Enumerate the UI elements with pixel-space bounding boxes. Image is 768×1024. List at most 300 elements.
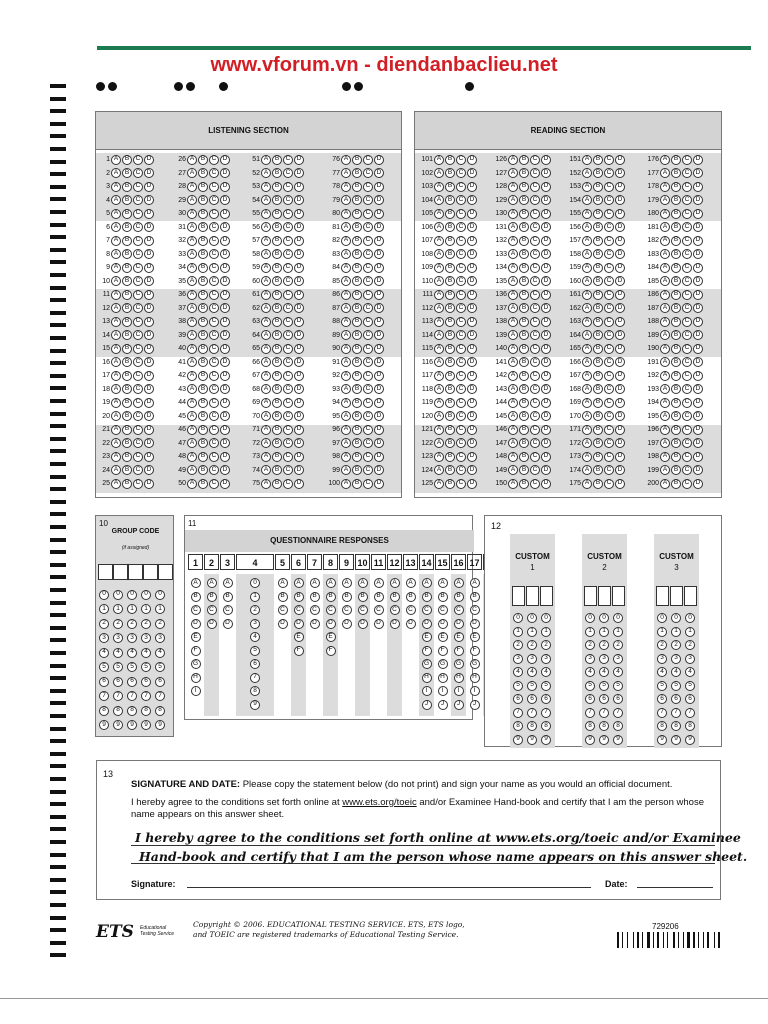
answer-bubble[interactable]: B: [352, 263, 362, 273]
answer-bubble[interactable]: A: [187, 222, 197, 232]
answer-bubble[interactable]: B: [519, 357, 529, 367]
custom-bubble[interactable]: 2: [685, 640, 695, 650]
answer-bubble[interactable]: C: [209, 303, 219, 313]
questionnaire-bubble[interactable]: I: [438, 686, 448, 696]
answer-bubble[interactable]: A: [582, 384, 592, 394]
answer-bubble[interactable]: D: [467, 465, 477, 475]
answer-bubble[interactable]: C: [283, 411, 293, 421]
answer-bubble[interactable]: A: [111, 182, 121, 192]
questionnaire-bubble[interactable]: D: [422, 619, 432, 629]
questionnaire-bubble[interactable]: F: [191, 646, 201, 656]
answer-bubble[interactable]: C: [363, 276, 373, 286]
answer-bubble[interactable]: B: [671, 263, 681, 273]
answer-bubble[interactable]: C: [363, 263, 373, 273]
answer-bubble[interactable]: C: [456, 290, 466, 300]
custom-bubble[interactable]: 1: [541, 627, 551, 637]
answer-bubble[interactable]: B: [352, 452, 362, 462]
questionnaire-bubble[interactable]: E: [191, 632, 201, 642]
answer-bubble[interactable]: B: [198, 209, 208, 219]
answer-bubble[interactable]: B: [671, 438, 681, 448]
answer-bubble[interactable]: C: [363, 438, 373, 448]
answer-bubble[interactable]: A: [111, 438, 121, 448]
answer-bubble[interactable]: D: [220, 236, 230, 246]
answer-bubble[interactable]: A: [582, 330, 592, 340]
questionnaire-bubble[interactable]: 8: [250, 686, 260, 696]
group-code-bubble[interactable]: 4: [127, 648, 137, 658]
answer-bubble[interactable]: B: [671, 317, 681, 327]
custom-bubble[interactable]: 4: [599, 667, 609, 677]
answer-bubble[interactable]: D: [693, 425, 703, 435]
answer-bubble[interactable]: C: [363, 290, 373, 300]
answer-bubble[interactable]: D: [374, 438, 384, 448]
answer-bubble[interactable]: B: [593, 465, 603, 475]
answer-bubble[interactable]: B: [122, 479, 132, 489]
answer-bubble[interactable]: D: [294, 465, 304, 475]
answer-bubble[interactable]: C: [283, 357, 293, 367]
questionnaire-bubble[interactable]: B: [438, 592, 448, 602]
answer-bubble[interactable]: C: [209, 222, 219, 232]
custom-bubble[interactable]: 0: [671, 613, 681, 623]
answer-bubble[interactable]: D: [541, 398, 551, 408]
answer-bubble[interactable]: A: [434, 452, 444, 462]
answer-bubble[interactable]: A: [660, 398, 670, 408]
answer-bubble[interactable]: B: [593, 303, 603, 313]
answer-bubble[interactable]: B: [445, 411, 455, 421]
questionnaire-bubble[interactable]: C: [310, 605, 320, 615]
answer-bubble[interactable]: C: [682, 438, 692, 448]
answer-bubble[interactable]: C: [530, 384, 540, 394]
answer-bubble[interactable]: A: [660, 263, 670, 273]
questionnaire-bubble[interactable]: A: [422, 578, 432, 588]
answer-bubble[interactable]: C: [209, 290, 219, 300]
answer-bubble[interactable]: D: [220, 182, 230, 192]
answer-bubble[interactable]: A: [660, 303, 670, 313]
answer-bubble[interactable]: B: [671, 357, 681, 367]
answer-bubble[interactable]: A: [660, 155, 670, 165]
answer-bubble[interactable]: C: [283, 371, 293, 381]
answer-bubble[interactable]: B: [445, 398, 455, 408]
custom-box[interactable]: [670, 586, 683, 606]
answer-bubble[interactable]: C: [363, 371, 373, 381]
questionnaire-bubble[interactable]: B: [358, 592, 368, 602]
answer-bubble[interactable]: A: [582, 411, 592, 421]
answer-bubble[interactable]: C: [209, 182, 219, 192]
answer-bubble[interactable]: D: [541, 155, 551, 165]
custom-box[interactable]: [526, 586, 539, 606]
answer-bubble[interactable]: D: [615, 263, 625, 273]
answer-bubble[interactable]: A: [434, 411, 444, 421]
answer-bubble[interactable]: A: [582, 195, 592, 205]
answer-bubble[interactable]: A: [111, 249, 121, 259]
answer-bubble[interactable]: B: [122, 290, 132, 300]
answer-bubble[interactable]: A: [508, 438, 518, 448]
answer-bubble[interactable]: B: [671, 155, 681, 165]
answer-bubble[interactable]: D: [220, 290, 230, 300]
group-code-bubble[interactable]: 5: [155, 662, 165, 672]
questionnaire-bubble[interactable]: C: [326, 605, 336, 615]
answer-bubble[interactable]: A: [582, 222, 592, 232]
answer-bubble[interactable]: C: [133, 384, 143, 394]
group-code-bubble[interactable]: 6: [127, 677, 137, 687]
answer-bubble[interactable]: C: [456, 222, 466, 232]
custom-bubble[interactable]: 1: [527, 627, 537, 637]
group-code-bubble[interactable]: 5: [113, 662, 123, 672]
answer-bubble[interactable]: B: [671, 182, 681, 192]
answer-bubble[interactable]: C: [682, 222, 692, 232]
answer-bubble[interactable]: D: [144, 438, 154, 448]
answer-bubble[interactable]: B: [671, 236, 681, 246]
answer-bubble[interactable]: A: [111, 263, 121, 273]
answer-bubble[interactable]: A: [341, 438, 351, 448]
answer-bubble[interactable]: C: [283, 465, 293, 475]
answer-bubble[interactable]: A: [434, 357, 444, 367]
answer-bubble[interactable]: C: [283, 195, 293, 205]
answer-bubble[interactable]: A: [582, 438, 592, 448]
answer-bubble[interactable]: D: [467, 371, 477, 381]
answer-bubble[interactable]: A: [582, 317, 592, 327]
answer-bubble[interactable]: C: [363, 182, 373, 192]
answer-bubble[interactable]: B: [352, 276, 362, 286]
answer-bubble[interactable]: B: [122, 182, 132, 192]
questionnaire-bubble[interactable]: F: [470, 646, 480, 656]
answer-bubble[interactable]: C: [682, 195, 692, 205]
answer-bubble[interactable]: D: [467, 222, 477, 232]
answer-bubble[interactable]: D: [374, 344, 384, 354]
custom-bubble[interactable]: 5: [685, 681, 695, 691]
answer-bubble[interactable]: A: [111, 479, 121, 489]
answer-bubble[interactable]: A: [187, 411, 197, 421]
questionnaire-bubble[interactable]: A: [374, 578, 384, 588]
questionnaire-bubble[interactable]: A: [207, 578, 217, 588]
answer-bubble[interactable]: D: [693, 155, 703, 165]
answer-bubble[interactable]: C: [456, 344, 466, 354]
answer-bubble[interactable]: C: [209, 398, 219, 408]
answer-bubble[interactable]: B: [352, 438, 362, 448]
answer-bubble[interactable]: C: [209, 263, 219, 273]
answer-bubble[interactable]: A: [111, 276, 121, 286]
answer-bubble[interactable]: A: [341, 168, 351, 178]
answer-bubble[interactable]: C: [530, 452, 540, 462]
questionnaire-bubble[interactable]: J: [470, 700, 480, 710]
answer-bubble[interactable]: C: [363, 425, 373, 435]
custom-bubble[interactable]: 3: [685, 654, 695, 664]
answer-bubble[interactable]: C: [604, 479, 614, 489]
custom-bubble[interactable]: 1: [657, 627, 667, 637]
answer-bubble[interactable]: B: [593, 398, 603, 408]
answer-bubble[interactable]: D: [541, 411, 551, 421]
answer-bubble[interactable]: D: [220, 209, 230, 219]
answer-bubble[interactable]: B: [593, 425, 603, 435]
questionnaire-bubble[interactable]: H: [191, 673, 201, 683]
answer-bubble[interactable]: C: [456, 209, 466, 219]
answer-bubble[interactable]: D: [467, 479, 477, 489]
custom-bubble[interactable]: 5: [513, 681, 523, 691]
group-code-bubble[interactable]: 6: [113, 677, 123, 687]
answer-bubble[interactable]: A: [434, 330, 444, 340]
group-code-bubble[interactable]: 3: [127, 633, 137, 643]
answer-bubble[interactable]: B: [122, 168, 132, 178]
questionnaire-bubble[interactable]: J: [422, 700, 432, 710]
answer-bubble[interactable]: B: [519, 263, 529, 273]
answer-bubble[interactable]: B: [198, 303, 208, 313]
answer-bubble[interactable]: D: [220, 303, 230, 313]
answer-bubble[interactable]: C: [209, 452, 219, 462]
answer-bubble[interactable]: D: [541, 182, 551, 192]
custom-bubble[interactable]: 8: [513, 721, 523, 731]
answer-bubble[interactable]: D: [294, 452, 304, 462]
custom-bubble[interactable]: 2: [513, 640, 523, 650]
answer-bubble[interactable]: D: [374, 168, 384, 178]
answer-bubble[interactable]: D: [144, 452, 154, 462]
answer-bubble[interactable]: B: [122, 411, 132, 421]
questionnaire-bubble[interactable]: C: [454, 605, 464, 615]
answer-bubble[interactable]: B: [122, 155, 132, 165]
custom-bubble[interactable]: 6: [513, 694, 523, 704]
answer-bubble[interactable]: D: [374, 276, 384, 286]
answer-bubble[interactable]: D: [144, 168, 154, 178]
group-code-bubble[interactable]: 8: [99, 706, 109, 716]
answer-bubble[interactable]: B: [671, 195, 681, 205]
answer-bubble[interactable]: B: [122, 249, 132, 259]
answer-bubble[interactable]: A: [261, 317, 271, 327]
answer-bubble[interactable]: D: [294, 195, 304, 205]
custom-bubble[interactable]: 1: [599, 627, 609, 637]
answer-bubble[interactable]: A: [111, 330, 121, 340]
group-code-bubble[interactable]: 5: [127, 662, 137, 672]
answer-bubble[interactable]: B: [272, 222, 282, 232]
answer-bubble[interactable]: B: [272, 209, 282, 219]
answer-bubble[interactable]: B: [445, 371, 455, 381]
questionnaire-bubble[interactable]: C: [342, 605, 352, 615]
questionnaire-bubble[interactable]: I: [470, 686, 480, 696]
answer-bubble[interactable]: B: [671, 411, 681, 421]
answer-bubble[interactable]: C: [530, 209, 540, 219]
answer-bubble[interactable]: D: [374, 303, 384, 313]
group-code-bubble[interactable]: 7: [113, 691, 123, 701]
answer-bubble[interactable]: B: [272, 182, 282, 192]
answer-bubble[interactable]: A: [508, 425, 518, 435]
custom-bubble[interactable]: 7: [657, 708, 667, 718]
questionnaire-bubble[interactable]: C: [207, 605, 217, 615]
answer-bubble[interactable]: D: [294, 182, 304, 192]
answer-bubble[interactable]: A: [660, 371, 670, 381]
group-code-bubble[interactable]: 2: [113, 619, 123, 629]
questionnaire-bubble[interactable]: B: [326, 592, 336, 602]
answer-bubble[interactable]: B: [671, 303, 681, 313]
questionnaire-bubble[interactable]: G: [438, 659, 448, 669]
answer-bubble[interactable]: C: [133, 465, 143, 475]
answer-bubble[interactable]: C: [682, 290, 692, 300]
answer-bubble[interactable]: B: [519, 276, 529, 286]
answer-bubble[interactable]: D: [541, 263, 551, 273]
questionnaire-bubble[interactable]: D: [438, 619, 448, 629]
answer-bubble[interactable]: D: [294, 317, 304, 327]
answer-bubble[interactable]: C: [283, 222, 293, 232]
answer-bubble[interactable]: D: [615, 222, 625, 232]
answer-bubble[interactable]: C: [283, 276, 293, 286]
answer-bubble[interactable]: B: [519, 222, 529, 232]
answer-bubble[interactable]: C: [530, 438, 540, 448]
questionnaire-bubble[interactable]: 3: [250, 619, 260, 629]
answer-bubble[interactable]: D: [144, 236, 154, 246]
answer-bubble[interactable]: C: [363, 465, 373, 475]
group-code-bubble[interactable]: 9: [113, 720, 123, 730]
answer-bubble[interactable]: C: [530, 411, 540, 421]
custom-bubble[interactable]: 9: [657, 735, 667, 745]
answer-bubble[interactable]: D: [220, 371, 230, 381]
questionnaire-bubble[interactable]: A: [406, 578, 416, 588]
answer-bubble[interactable]: D: [144, 425, 154, 435]
questionnaire-bubble[interactable]: H: [422, 673, 432, 683]
answer-bubble[interactable]: D: [467, 330, 477, 340]
answer-bubble[interactable]: D: [144, 290, 154, 300]
answer-bubble[interactable]: D: [220, 479, 230, 489]
answer-bubble[interactable]: A: [508, 195, 518, 205]
answer-bubble[interactable]: A: [111, 371, 121, 381]
answer-bubble[interactable]: D: [467, 303, 477, 313]
answer-bubble[interactable]: C: [604, 195, 614, 205]
questionnaire-bubble[interactable]: F: [454, 646, 464, 656]
answer-bubble[interactable]: B: [198, 411, 208, 421]
answer-bubble[interactable]: D: [541, 465, 551, 475]
group-code-bubble[interactable]: 6: [99, 677, 109, 687]
answer-bubble[interactable]: B: [122, 276, 132, 286]
answer-bubble[interactable]: B: [272, 263, 282, 273]
answer-bubble[interactable]: D: [220, 222, 230, 232]
answer-bubble[interactable]: C: [604, 452, 614, 462]
answer-bubble[interactable]: C: [209, 438, 219, 448]
answer-bubble[interactable]: C: [682, 182, 692, 192]
answer-bubble[interactable]: A: [261, 371, 271, 381]
answer-bubble[interactable]: D: [374, 222, 384, 232]
answer-bubble[interactable]: D: [693, 317, 703, 327]
answer-bubble[interactable]: B: [352, 249, 362, 259]
answer-bubble[interactable]: C: [133, 209, 143, 219]
answer-bubble[interactable]: D: [294, 303, 304, 313]
answer-bubble[interactable]: A: [341, 371, 351, 381]
custom-bubble[interactable]: 6: [685, 694, 695, 704]
answer-bubble[interactable]: D: [374, 317, 384, 327]
answer-bubble[interactable]: A: [508, 168, 518, 178]
answer-bubble[interactable]: C: [530, 357, 540, 367]
answer-bubble[interactable]: B: [352, 236, 362, 246]
answer-bubble[interactable]: C: [363, 222, 373, 232]
answer-bubble[interactable]: A: [582, 182, 592, 192]
answer-bubble[interactable]: C: [530, 182, 540, 192]
custom-bubble[interactable]: 4: [671, 667, 681, 677]
answer-bubble[interactable]: A: [434, 384, 444, 394]
answer-bubble[interactable]: A: [187, 317, 197, 327]
answer-bubble[interactable]: B: [671, 209, 681, 219]
answer-bubble[interactable]: C: [283, 479, 293, 489]
answer-bubble[interactable]: D: [144, 303, 154, 313]
questionnaire-bubble[interactable]: G: [422, 659, 432, 669]
answer-bubble[interactable]: C: [530, 276, 540, 286]
answer-bubble[interactable]: C: [133, 425, 143, 435]
answer-bubble[interactable]: B: [445, 209, 455, 219]
answer-bubble[interactable]: D: [615, 155, 625, 165]
answer-bubble[interactable]: C: [283, 236, 293, 246]
answer-bubble[interactable]: A: [341, 276, 351, 286]
answer-bubble[interactable]: C: [283, 425, 293, 435]
answer-bubble[interactable]: B: [445, 155, 455, 165]
questionnaire-bubble[interactable]: C: [191, 605, 201, 615]
answer-bubble[interactable]: A: [582, 155, 592, 165]
answer-bubble[interactable]: A: [111, 344, 121, 354]
answer-bubble[interactable]: C: [133, 344, 143, 354]
questionnaire-bubble[interactable]: D: [454, 619, 464, 629]
answer-bubble[interactable]: C: [530, 249, 540, 259]
answer-bubble[interactable]: D: [615, 452, 625, 462]
questionnaire-bubble[interactable]: 9: [250, 700, 260, 710]
answer-bubble[interactable]: D: [693, 276, 703, 286]
answer-bubble[interactable]: A: [434, 209, 444, 219]
answer-bubble[interactable]: A: [111, 195, 121, 205]
answer-bubble[interactable]: B: [671, 222, 681, 232]
answer-bubble[interactable]: B: [593, 317, 603, 327]
answer-bubble[interactable]: B: [593, 479, 603, 489]
questionnaire-bubble[interactable]: B: [454, 592, 464, 602]
custom-bubble[interactable]: 2: [671, 640, 681, 650]
answer-bubble[interactable]: A: [341, 222, 351, 232]
answer-bubble[interactable]: C: [530, 236, 540, 246]
custom-bubble[interactable]: 0: [685, 613, 695, 623]
answer-bubble[interactable]: C: [682, 411, 692, 421]
answer-bubble[interactable]: A: [261, 330, 271, 340]
answer-bubble[interactable]: D: [220, 263, 230, 273]
answer-bubble[interactable]: C: [604, 465, 614, 475]
answer-bubble[interactable]: D: [693, 330, 703, 340]
answer-bubble[interactable]: B: [593, 344, 603, 354]
answer-bubble[interactable]: D: [541, 303, 551, 313]
answer-bubble[interactable]: C: [209, 371, 219, 381]
group-code-bubble[interactable]: 4: [113, 648, 123, 658]
answer-bubble[interactable]: D: [615, 195, 625, 205]
answer-bubble[interactable]: D: [467, 411, 477, 421]
answer-bubble[interactable]: A: [261, 290, 271, 300]
answer-bubble[interactable]: D: [467, 317, 477, 327]
answer-bubble[interactable]: B: [122, 465, 132, 475]
answer-bubble[interactable]: C: [682, 398, 692, 408]
custom-box[interactable]: [540, 586, 553, 606]
answer-bubble[interactable]: D: [220, 357, 230, 367]
answer-bubble[interactable]: D: [144, 479, 154, 489]
answer-bubble[interactable]: C: [283, 209, 293, 219]
answer-bubble[interactable]: D: [294, 384, 304, 394]
answer-bubble[interactable]: A: [508, 344, 518, 354]
answer-bubble[interactable]: D: [541, 276, 551, 286]
answer-bubble[interactable]: B: [519, 249, 529, 259]
answer-bubble[interactable]: B: [198, 317, 208, 327]
answer-bubble[interactable]: C: [604, 384, 614, 394]
answer-bubble[interactable]: C: [530, 330, 540, 340]
answer-bubble[interactable]: B: [352, 330, 362, 340]
answer-bubble[interactable]: A: [111, 222, 121, 232]
answer-bubble[interactable]: C: [682, 249, 692, 259]
answer-bubble[interactable]: A: [434, 195, 444, 205]
answer-bubble[interactable]: B: [593, 155, 603, 165]
answer-bubble[interactable]: D: [693, 236, 703, 246]
answer-bubble[interactable]: A: [434, 438, 444, 448]
answer-bubble[interactable]: B: [671, 398, 681, 408]
answer-bubble[interactable]: C: [530, 465, 540, 475]
answer-bubble[interactable]: C: [283, 344, 293, 354]
answer-bubble[interactable]: B: [593, 371, 603, 381]
answer-bubble[interactable]: C: [209, 330, 219, 340]
answer-bubble[interactable]: A: [341, 303, 351, 313]
questionnaire-bubble[interactable]: B: [390, 592, 400, 602]
answer-bubble[interactable]: A: [434, 303, 444, 313]
